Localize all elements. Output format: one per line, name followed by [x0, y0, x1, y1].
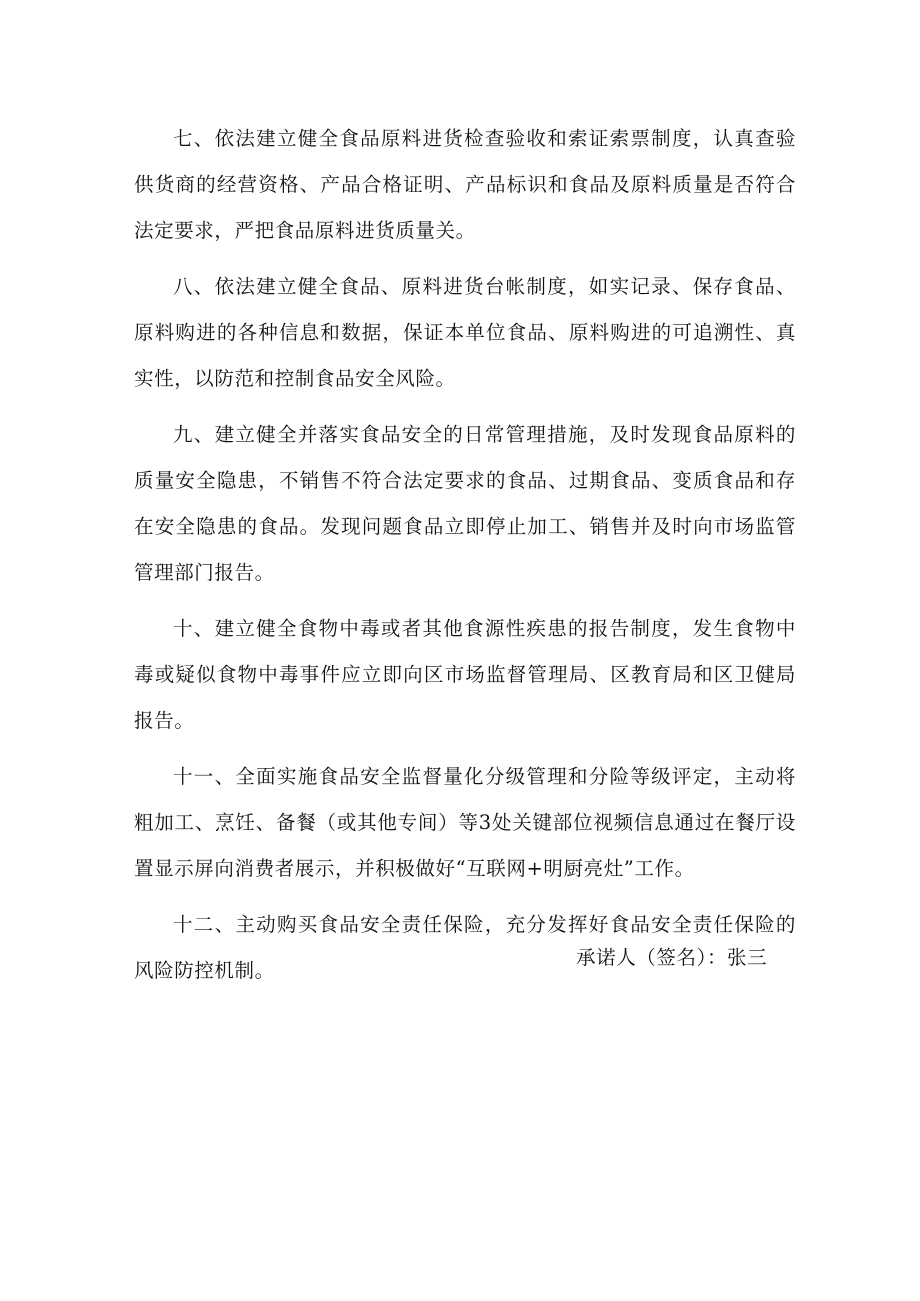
paragraph-11: 十一、全面实施食品安全监督量化分级管理和分险等级评定，主动将粗加工、烹饪、备餐（或其他专间）等3处关键部位视频信息通过在餐厅设置显示屏向消费者展示，并积极做好“互联网+明厨亮灶”工作。: [134, 765, 796, 880]
paragraph-7: 七、依法建立健全食品原料进货检查验收和索证索票制度，认真查验供货商的经营资格、产品合格证明、产品标识和食品及原料质量是否符合法定要求，严把食品原料进货质量关。: [134, 127, 796, 242]
paragraph-9: 九、建立健全并落实食品安全的日常管理措施，及时发现食品原料的质量安全隐患，不销售不符合法定要求的食品、过期食品、变质食品和存在安全隐患的食品。发现问题食品立即停止加工、销售并及时向市场监管管理部门报告。: [134, 423, 796, 584]
signature-line: 承诺人（签名）：张三: [576, 946, 768, 969]
document-body: [134, 116, 796, 1004]
paragraph-10: 十、建立健全食物中毒或者其他食源性疾患的报告制度，发生食物中毒或疑似食物中毒事件应立即向区市场监督管理局、区教育局和区卫健局报告。: [134, 617, 796, 732]
paragraph-12: 十二、主动购买食品安全责任保险，充分发挥好食品安全责任保险的风险防控机制。: [134, 913, 796, 982]
paragraph-8: 八、依法建立健全食品、原料进货台帐制度，如实记录、保存食品、原料购进的各种信息和数据，保证本单位食品、原料购进的可追溯性、真实性，以防范和控制食品安全风险。: [134, 275, 796, 390]
